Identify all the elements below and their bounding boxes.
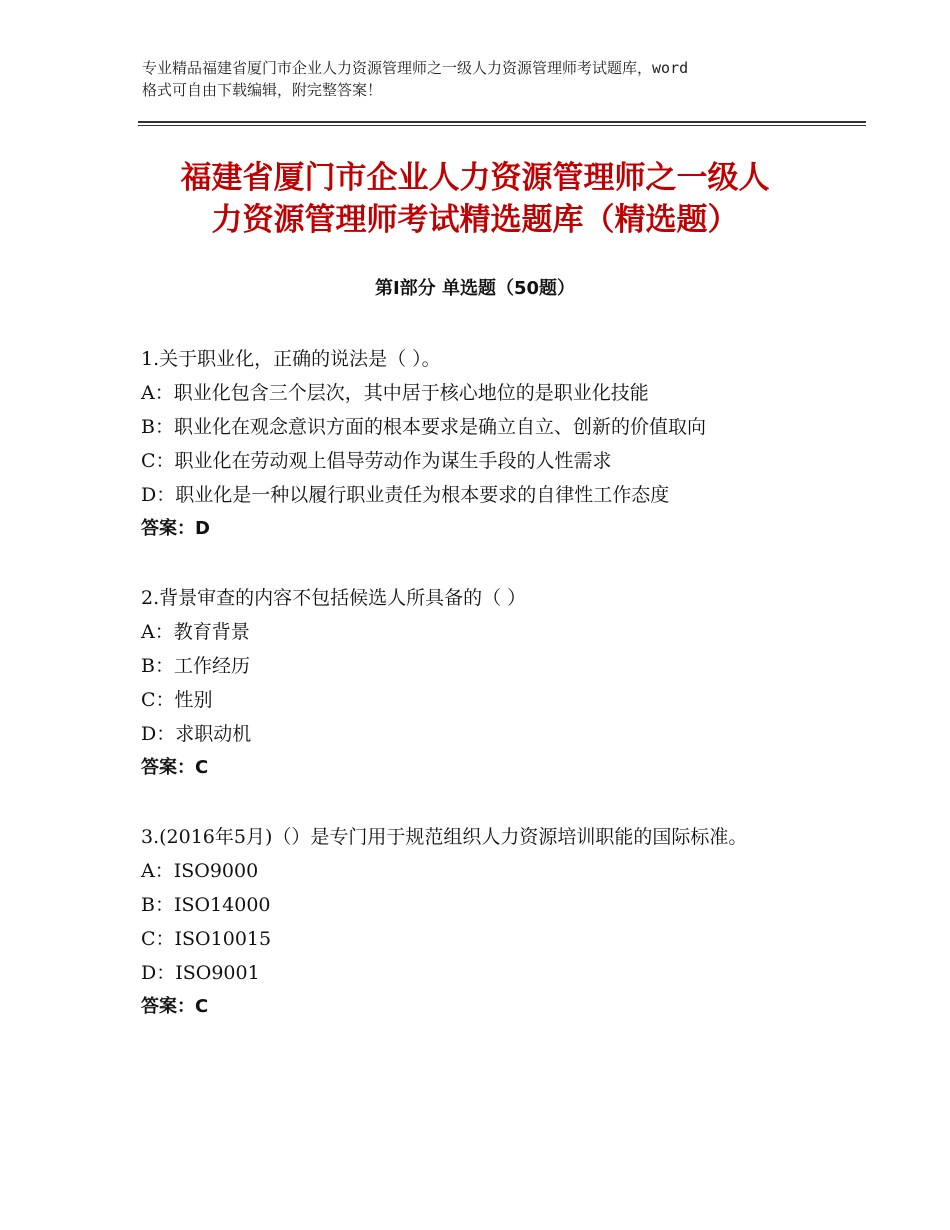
question-1 xyxy=(141,342,821,546)
option-a: A：职业化包含三个层次，其中居于核心地位的是职业化技能 xyxy=(141,382,649,404)
option-c: C：职业化在劳动观上倡导劳动作为谋生手段的人性需求 xyxy=(141,450,612,472)
header-note-line-2: 格式可自由下载编辑，附完整答案！ xyxy=(142,81,383,99)
question-3 xyxy=(141,820,821,1024)
option-d: D：求职动机 xyxy=(141,723,252,745)
answer: 答案：C xyxy=(141,757,209,778)
question-stem: 2.背景审查的内容不包括候选人所具备的（ ） xyxy=(141,587,527,609)
section-title: 第Ⅰ部分 单选题（50题） xyxy=(374,278,575,299)
question-stem: 1.关于职业化，正确的说法是（ ）。 xyxy=(141,348,441,370)
option-d: D：ISO9001 xyxy=(141,962,260,984)
document-title-line-1: 福建省厦门市企业人力资源管理师之一级人 xyxy=(180,160,770,196)
answer: 答案：D xyxy=(141,518,210,539)
option-b: B：职业化在观念意识方面的根本要求是确立自立、创新的价值取向 xyxy=(141,416,706,438)
header-note xyxy=(142,57,822,101)
header-divider-thin xyxy=(138,125,866,126)
answer: 答案：C xyxy=(141,996,209,1017)
document-title-line-2: 力资源管理师考试精选题库（精选题） xyxy=(211,202,739,238)
header-note-line-1: 专业精品福建省厦门市企业人力资源管理师之一级人力资源管理师考试题库，word xyxy=(142,59,689,77)
option-c: C：性别 xyxy=(141,689,213,711)
option-b: B：工作经历 xyxy=(141,655,250,677)
option-a: A：ISO9000 xyxy=(141,860,259,882)
question-stem: 3.(2016年5月)（）是专门用于规范组织人力资源培训职能的国际标准。 xyxy=(141,826,748,848)
header-divider-thick xyxy=(138,121,866,123)
document-title xyxy=(120,157,830,241)
option-b: B：ISO14000 xyxy=(141,894,271,916)
option-a: A：教育背景 xyxy=(141,621,250,643)
option-c: C：ISO10015 xyxy=(141,928,272,950)
option-d: D：职业化是一种以履行职业责任为根本要求的自律性工作态度 xyxy=(141,484,670,506)
question-2 xyxy=(141,581,821,785)
